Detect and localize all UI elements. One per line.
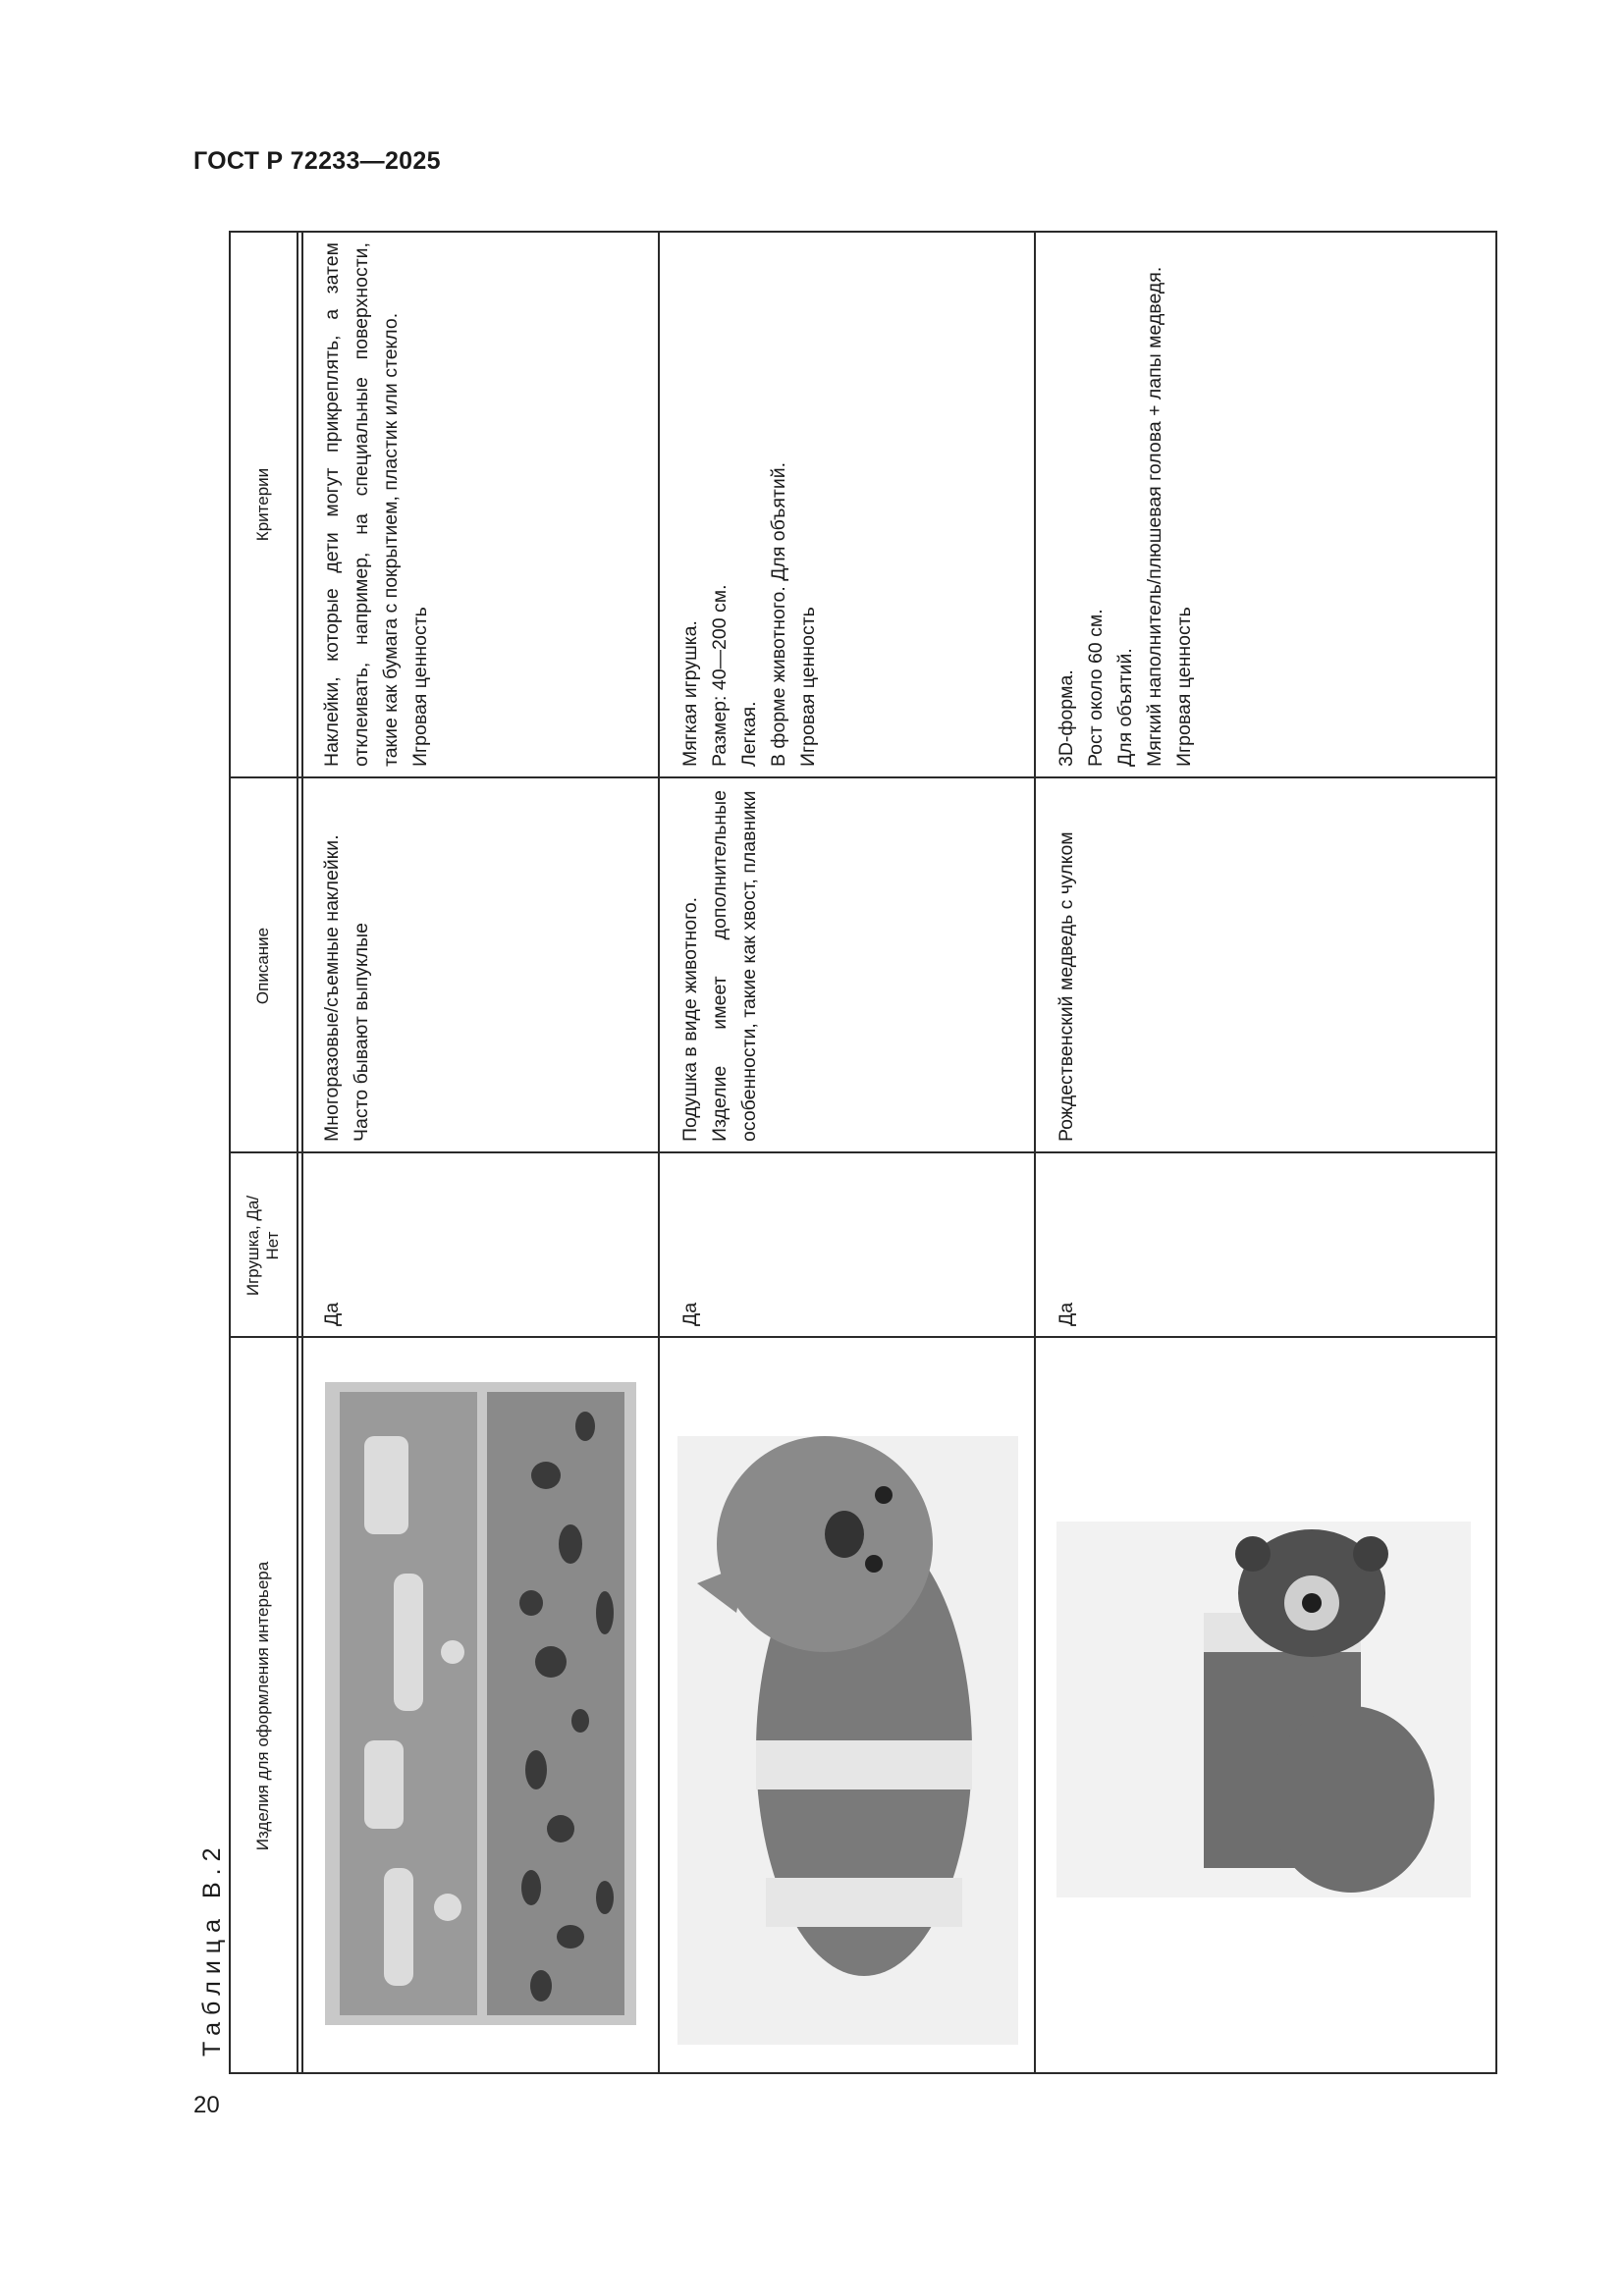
row-1-toy: Да bbox=[321, 1302, 343, 1326]
column-header-criteria: Критерии bbox=[253, 467, 272, 542]
rotated-table bbox=[229, 231, 1497, 2074]
row-3-description bbox=[1034, 778, 1497, 1153]
row-3-criteria-line: Игровая ценность bbox=[1173, 607, 1195, 767]
row-3-criteria-line: Для объятий. bbox=[1114, 648, 1136, 767]
row-1-description bbox=[299, 778, 658, 1153]
row-3-criteria-line: Рост около 60 см. bbox=[1085, 609, 1107, 767]
row-3-description-line: Рождественский медведь с чулком bbox=[1056, 831, 1077, 1142]
row-2-description-line: Изделие имеет дополнительные особенности, такие как хвост, плавники bbox=[709, 790, 760, 1142]
row-3-criteria bbox=[1034, 231, 1497, 778]
table-caption: Таблица В.2 bbox=[198, 1841, 226, 2056]
row-2-criteria-line: Игровая ценность bbox=[797, 607, 819, 767]
row-1-description-line: Многоразовые/съемные наклейки. bbox=[321, 834, 343, 1142]
document-header: ГОСТ Р 72233—2025 bbox=[193, 147, 441, 175]
row-2-description-line: Подушка в виде животного. bbox=[679, 896, 701, 1142]
row-1-criteria-line: Наклейки, которые дети могут прикреплять, а затем отклеивать, например, на специальные поверхности, такие как бумага с покрытием, пластик или стекло. bbox=[321, 242, 402, 767]
row-3-toy: Да bbox=[1056, 1302, 1077, 1326]
row-2-criteria-line: Размер: 40—200 см. bbox=[709, 584, 731, 767]
row-2-toy: Да bbox=[679, 1302, 701, 1326]
christmas-stocking-bear-photo bbox=[1056, 1522, 1471, 1897]
row-1-criteria bbox=[299, 231, 658, 778]
row-2-criteria-line: Легкая. bbox=[738, 701, 760, 767]
row-2-description bbox=[658, 778, 1034, 1153]
column-header-toy: Игрушка, Да/Нет bbox=[244, 1195, 282, 1297]
row-1-description-line: Часто бывают выпуклые bbox=[351, 923, 372, 1142]
column-header-items: Изделия для оформления интерьера bbox=[253, 1561, 272, 1851]
column-header-description: Описание bbox=[253, 927, 272, 1005]
row-2-criteria-line: В форме животного. Для объятий. bbox=[768, 461, 789, 767]
row-2-criteria-line: Мягкая игрушка. bbox=[679, 620, 701, 767]
row-1-criteria-line: Игровая ценность bbox=[409, 607, 431, 767]
row-3-criteria-line: Мягкий наполнитель/плюшевая голова + лапы медведя. bbox=[1144, 266, 1165, 767]
row-3-criteria-line: 3D-форма. bbox=[1056, 669, 1077, 767]
sticker-sheets-photo bbox=[325, 1382, 636, 2025]
cat-pillow-photo bbox=[677, 1436, 1018, 2045]
page-number: 20 bbox=[193, 2092, 220, 2118]
row-2-criteria bbox=[658, 231, 1034, 778]
